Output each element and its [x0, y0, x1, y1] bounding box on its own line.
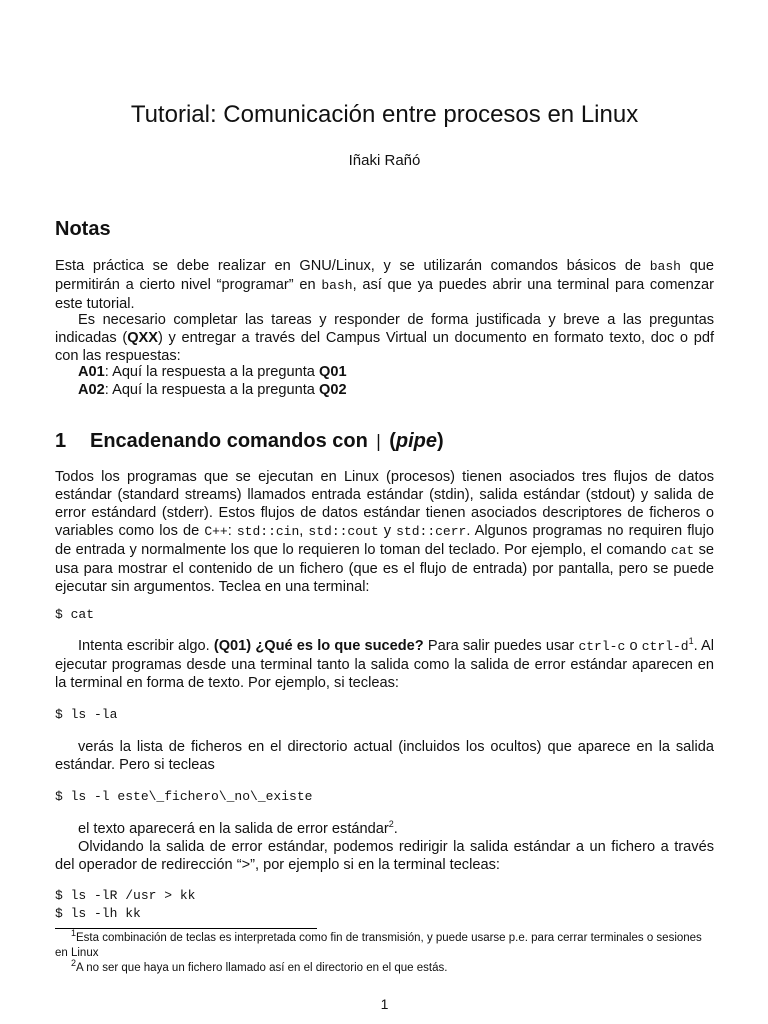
section-1-heading: 1 Encadenando comandos con | (pipe) — [55, 430, 444, 452]
notas-paragraph-1: Esta práctica se debe realizar en GNU/Linux, y se utilizarán comandos básicos de bash que permitirán a cierto nivel “programar” en bash, así que ya puedes abrir una terminal para comenzar este tutorial. — [55, 258, 715, 312]
footnote-rule — [55, 928, 317, 929]
notas-heading: Notas — [55, 218, 111, 240]
section-1-paragraph-5: Olvidando la salida de error estándar, podemos redirigir la salida estándar a un fichero a través del operador de redirección “>”, por ejemplo si en la terminal tecleas: — [55, 839, 714, 873]
notas-paragraph-2: Es necesario completar las tareas y responder de forma justificada y breve a las preguntas indicadas (QXX) y entregar a través del Campus Virtual un documento en formato texto, doc o pdf con las respuestas: — [55, 312, 714, 364]
section-1-paragraph-1: Todos los programas que se ejecutan en Linux (procesos) tienen asociados tres flujos de datos estándar (standard streams) llamados entrada estándar (stdin), salida estándar (stdout) y salida de error estándard (stderr). Estos flujos de datos estándar tienen asociados descriptores de ficheros o variables como los de C++: std::cin, std::cout y std::cerr. Algunos programas no requiren flujo de entrada y normalmente los que lo requieren lo toman del teclado. Por ejemplo, el comando cat se usa para mostrar el contenido de un fichero (que es el flujo de entrada) por pantalla, pero se puede ejecutar sin argumentos. Teclea en una terminal: — [55, 469, 715, 595]
page-number: 1 — [380, 996, 389, 1012]
footnote-ref-1: 1 — [688, 636, 694, 647]
footnote-ref-2: 2 — [388, 819, 394, 830]
code-cat: $ cat — [55, 607, 95, 622]
code-ls-redirect: $ ls -lR /usr > kk — [55, 888, 196, 903]
footnote-2: $^2$A no ser que haya un fichero llamado así en el directorio en el que estás. — [71, 958, 448, 974]
section-1-paragraph-2: Intenta escribir algo. (Q01) ¿Qué es lo que sucede? Para salir puedes usar ctrl-c o ctrl-$d^1$. Al ejecutar programas desde una terminal tanto la salida como la salida de error estándar aparecen en la terminal en forma de texto. Por ejemplo, si tecleas: — [55, 636, 714, 691]
section-1-paragraph-3: verás la lista de ficheros en el directorio actual (incluidos los ocultos) que aparece en la salida estándar. Pero si tecleas — [55, 739, 714, 773]
document-title: Tutorial: Comunicación entre procesos en Linux — [130, 101, 639, 128]
document-author: Iñaki Rañó — [348, 152, 421, 169]
section-1-paragraph-4: el texto aparecerá en la salida de error estándar$^2$. — [78, 819, 398, 837]
answer-example-a01: A01: Aquí la respuesta a la pregunta Q01 — [78, 364, 347, 380]
code-ls-nonexistent: $ ls -l este\_fichero\_no\_existe — [55, 789, 313, 804]
code-ls-lh: $ ls -lh kk — [55, 906, 141, 921]
inline-code-bash: bash — [649, 259, 681, 274]
answer-example-a02: A02: Aquí la respuesta a la pregunta Q02 — [78, 382, 347, 398]
footnote-1: $^1$Esta combinación de teclas es interpretada como fin de transmisión, y puede usarse p.e. para cerrar terminales o sesiones en Linux — [55, 928, 702, 959]
inline-code-bash: bash — [321, 278, 353, 293]
code-ls-la: $ ls -la — [55, 707, 118, 722]
